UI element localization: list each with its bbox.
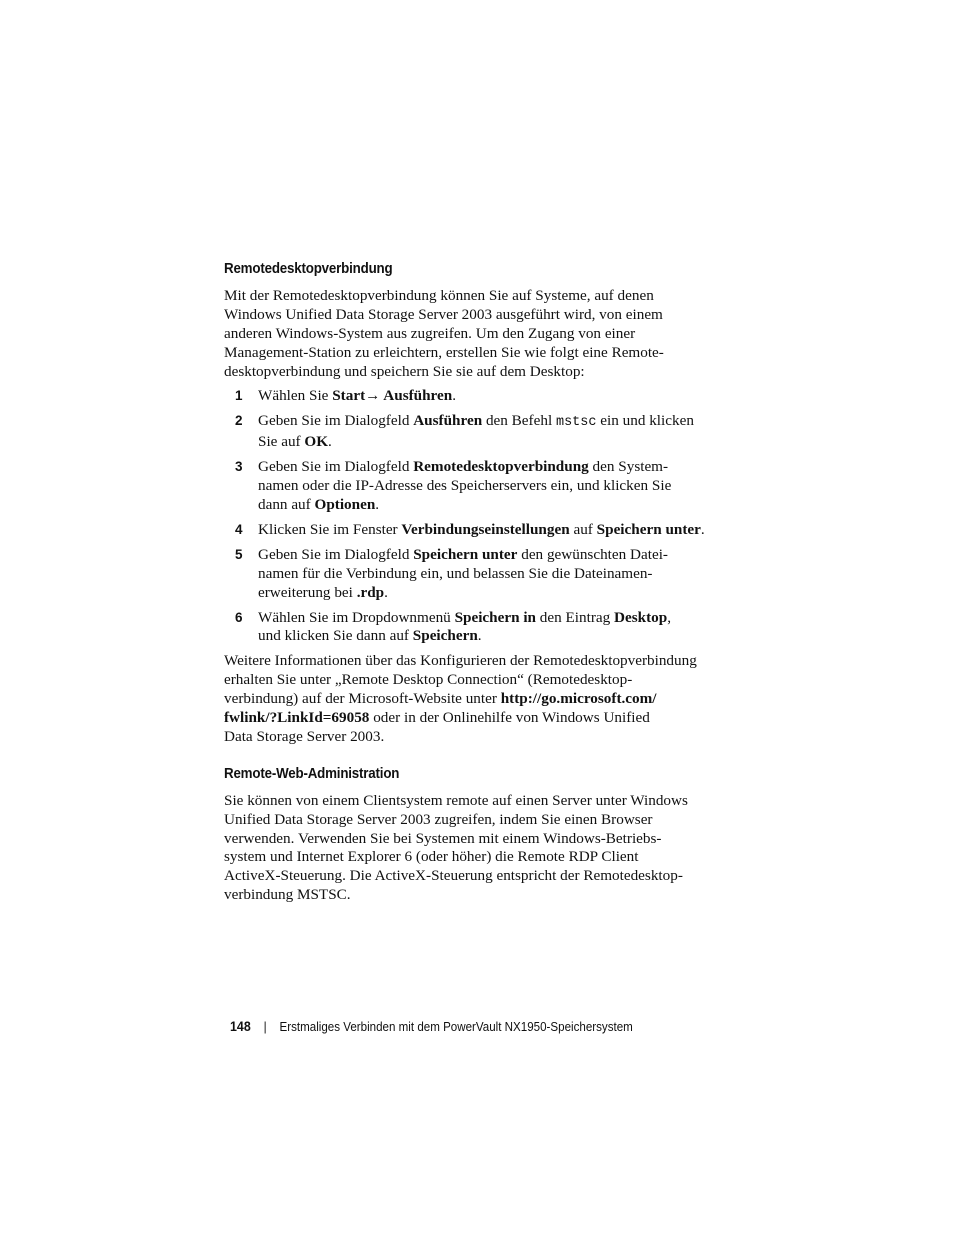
remote-web-paragraph: Sie können von einem Clientsystem remote auf einen Server unter Windows Unified Data Storage Server 2003 zugreifen, indem Sie einen Browser verwenden. Verwenden Sie bei Systemen mit einem Windows-Betriebs- system und Internet Explorer 6 (oder höher) die Remote RDP Client ActiveX-Steuerung. Die ActiveX-Steuerung entspricht der Remotedesktop- verbindung MSTSC. [224,791,688,904]
page-content [224,260,706,905]
step-number: 1 [235,388,243,404]
step-number: 6 [235,609,243,625]
step-number: 2 [235,413,243,429]
section-heading-remotedesktop: Remotedesktopverbindung [224,261,393,277]
more-info-paragraph: Weitere Informationen über das Konfigurieren der Remotedesktopverbindung erhalten Sie unter „Remote Desktop Connection“ (Remotedesktop- verbindung) auf der Microsoft-Website unter http://go.microsoft.com/ fwlink/?LinkId=69058 oder in der Onlinehilfe von Windows Unified Data Storage Server 2003. [224,652,697,745]
step-3: 3 Geben Sie im Dialogfeld Remotedesktopverbindung den System- namen oder die IP-Adresse des Speicherservers ein, und klicken Sie dann auf Optionen. [235,458,672,513]
step-number: 4 [235,521,243,537]
steps-list [224,387,706,646]
step-2: 2 Geben Sie im Dialogfeld Ausführen den Befehl mstsc ein und klicken Sie auf OK. [235,412,694,451]
footer-title: Erstmaliges Verbinden mit dem PowerVault NX1950-Speichersystem [279,1020,633,1034]
step-1: 1 Wählen Sie Start→ Ausführen. [235,387,457,405]
step-number: 5 [235,546,243,562]
microsoft-link-part1: http://go.microsoft.com/ [500,690,657,708]
step-6: 6 Wählen Sie im Dropdownmenü Speichern in den Eintrag Desktop, und klicken Sie dann auf Speichern. [235,608,671,645]
step-number: 3 [235,459,243,475]
page-number: 148 [230,1019,251,1034]
page-footer [230,1019,633,1034]
section-heading-remote-web: Remote-Web-Administration [224,765,400,782]
step-5: 5 Geben Sie im Dialogfeld Speichern unter den gewünschten Datei- namen für die Verbindung ein, und belassen Sie die Dateinamen- erweiterung bei .rdp. [235,545,668,601]
microsoft-link-part2: fwlink/?LinkId=69058 [224,709,370,727]
arrow-icon: → [365,387,381,405]
step-4: 4 Klicken Sie im Fenster Verbindungseinstellungen auf Speichern unter. [235,520,705,538]
section-spacer [224,747,706,765]
footer-separator: | [263,1020,267,1034]
command-code: mstsc [555,415,597,431]
intro-paragraph: Mit der Remotedesktopverbindung können Sie auf Systeme, auf denen Windows Unified Data Storage Server 2003 ausgeführt wird, von einem anderen Windows-System aus zugreifen. Um den Zugang von einer Management-Station zu erleichtern, erstellen Sie wie folgt eine Remote- desktopverbindung und speichern Sie sie auf dem Desktop: [224,286,664,380]
